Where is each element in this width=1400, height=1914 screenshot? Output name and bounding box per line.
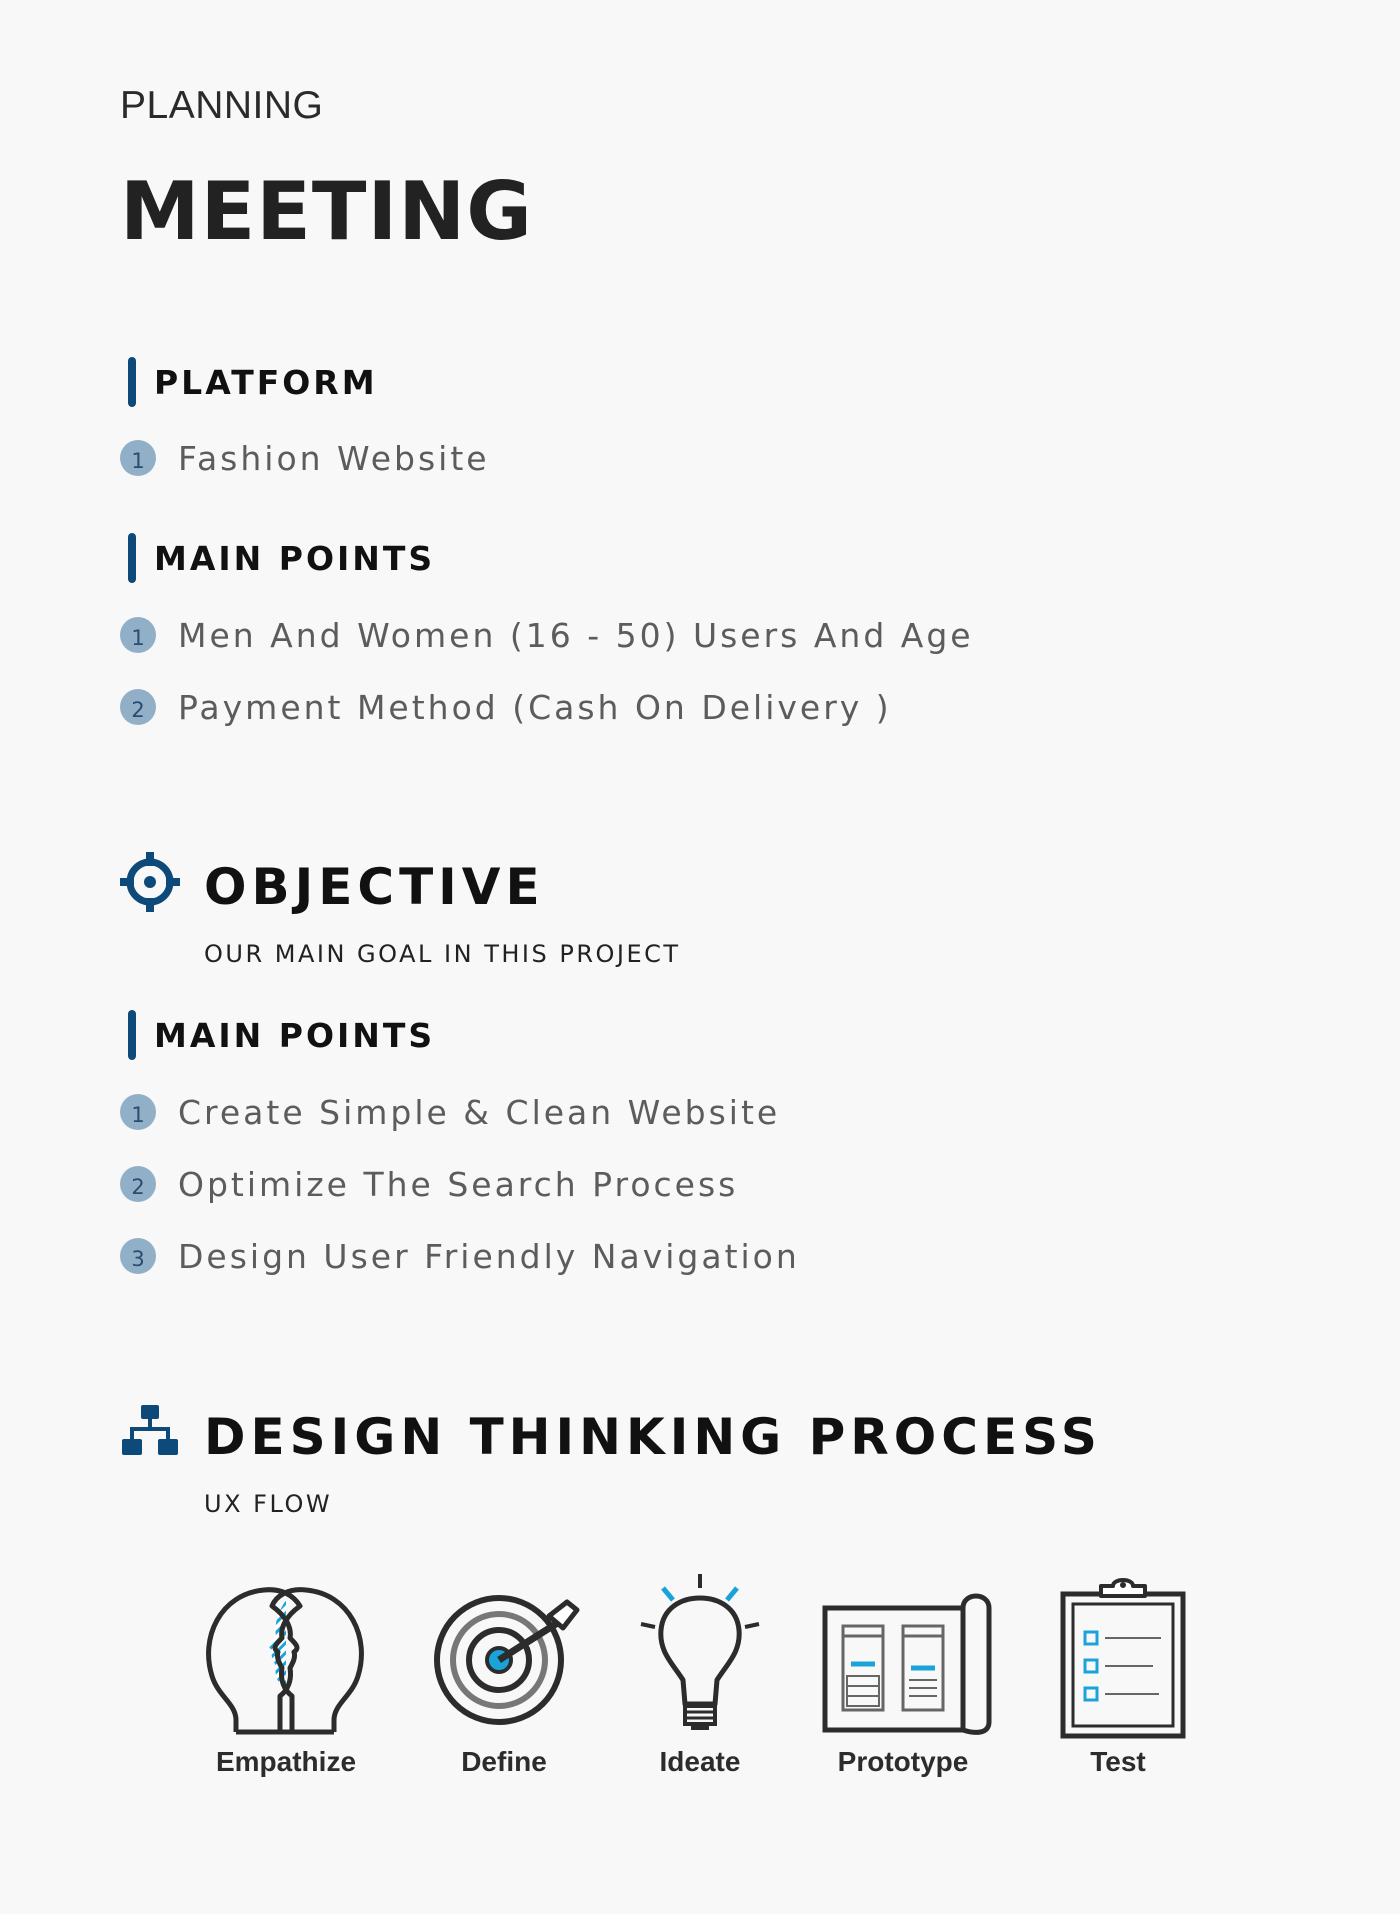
process-step-label: Test: [1090, 1746, 1146, 1777]
list-item: [120, 1236, 800, 1276]
process-step-test: [1038, 1572, 1198, 1778]
objective-title: OBJECTIVE: [204, 858, 545, 916]
process-subtitle: UX FLOW: [204, 1490, 333, 1518]
main-points-heading-text: MAIN POINTS: [154, 538, 436, 578]
platform-heading: [128, 357, 378, 407]
page-title: MEETING: [120, 165, 533, 258]
objective-subtitle: OUR MAIN GOAL IN THIS PROJECT: [204, 940, 681, 968]
list-item: [120, 1164, 738, 1204]
list-item-text: Optimize The Search Process: [178, 1164, 739, 1204]
number-badge: 2: [120, 1166, 156, 1202]
list-item: [120, 1092, 780, 1132]
list-item-text: Create Simple & Clean Website: [178, 1092, 781, 1132]
process-step-prototype: [808, 1572, 998, 1778]
list-item-text: Men And Women (16 - 50) Users And Age: [178, 615, 974, 655]
number-badge: 1: [120, 1094, 156, 1130]
main-points-heading-text: MAIN POINTS: [154, 1015, 436, 1055]
list-item: [120, 615, 974, 655]
number-badge: 2: [120, 689, 156, 725]
process-step-label: Define: [461, 1746, 547, 1777]
list-item: [120, 438, 490, 478]
process-step-label: Ideate: [659, 1746, 741, 1777]
list-item-text: Design User Friendly Navigation: [178, 1236, 800, 1276]
clipboard-icon: [1043, 1572, 1193, 1742]
heading-bar: [128, 357, 136, 407]
list-item-text: Payment Method (Cash On Delivery ): [178, 687, 892, 727]
process-step-label: Prototype: [837, 1746, 969, 1777]
dartboard-icon: [419, 1572, 589, 1742]
target-icon: [120, 852, 180, 912]
list-item-text: Fashion Website: [178, 438, 490, 478]
process-step-define: [414, 1572, 594, 1778]
process-step-label: Empathize: [215, 1746, 357, 1777]
number-badge: 1: [120, 617, 156, 653]
main-points-heading: [128, 1010, 435, 1060]
page-kicker: PLANNING: [120, 84, 324, 127]
heads-icon: [196, 1572, 376, 1742]
blueprint-icon: [813, 1572, 993, 1742]
platform-heading-text: PLATFORM: [154, 362, 378, 402]
process-title: DESIGN THINKING PROCESS: [204, 1408, 1102, 1466]
main-points-heading: [128, 533, 435, 583]
number-badge: 1: [120, 440, 156, 476]
number-badge: 3: [120, 1238, 156, 1274]
heading-bar: [128, 1010, 136, 1060]
list-item: [120, 687, 892, 727]
lightbulb-icon: [615, 1572, 785, 1742]
heading-bar: [128, 533, 136, 583]
process-step-empathize: [186, 1572, 386, 1778]
process-step-ideate: [610, 1572, 790, 1778]
sitemap-icon: [122, 1405, 178, 1457]
